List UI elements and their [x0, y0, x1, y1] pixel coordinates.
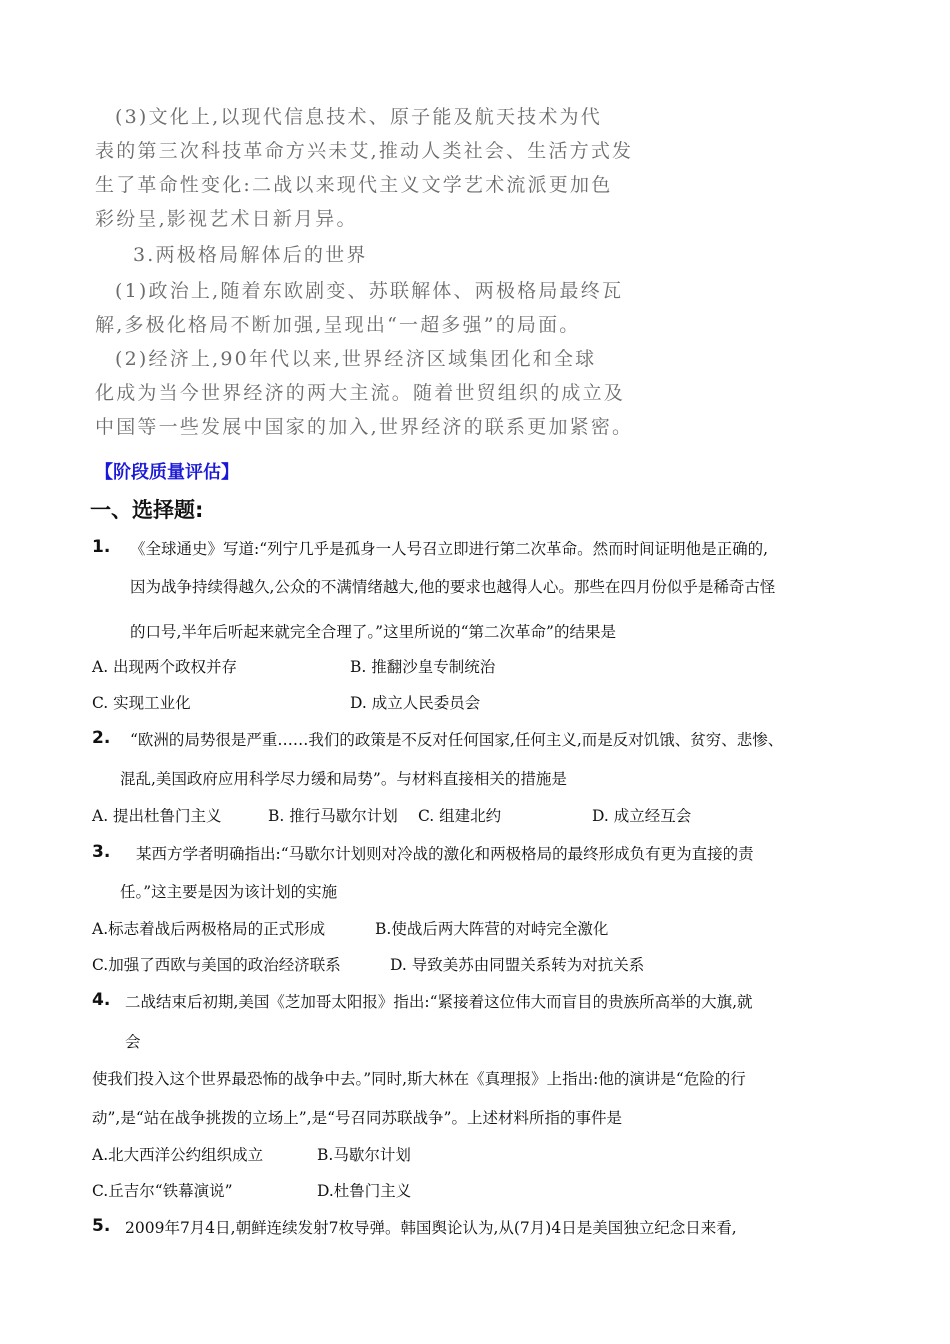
- option-c: C. 实现工业化: [92, 694, 191, 712]
- question-number: 3.: [92, 842, 111, 862]
- part-title: 一、选择题:: [90, 498, 204, 522]
- question-number: 5.: [92, 1216, 111, 1236]
- question-text: 会: [125, 1033, 141, 1051]
- question-text: 《全球通史》写道:“列宁几乎是孤身一人号召立即进行第二次革命。然而时间证明他是正确的,: [130, 540, 769, 558]
- option-a: A.北大西洋公约组织成立: [92, 1146, 264, 1164]
- scan-line: 彩纷呈,影视艺术日新月异。: [95, 208, 358, 230]
- option-a: A. 提出杜鲁门主义: [92, 807, 222, 825]
- scan-line: (2)经济上,90年代以来,世界经济区域集团化和全球: [115, 348, 597, 370]
- scan-line: 表的第三次科技革命方兴未艾,推动人类社会、生活方式发: [95, 140, 634, 162]
- section-title: 【阶段质量评估】: [95, 462, 239, 483]
- question-text: 的口号,半年后听起来就完全合理了。”这里所说的“第二次革命”的结果是: [130, 623, 616, 641]
- option-c: C.丘吉尔“铁幕演说”: [92, 1182, 233, 1200]
- question-text: “欧洲的局势很是严重……我们的政策是不反对任何国家,任何主义,而是反对饥饿、贫穷、悲惨、: [130, 731, 784, 749]
- option-c: C. 组建北约: [418, 807, 502, 825]
- question-text: 某西方学者明确指出:“马歇尔计划则对冷战的激化和两极格局的最终形成负有更为直接的责: [136, 845, 754, 863]
- question-number: 1.: [92, 537, 111, 557]
- question-text: 因为战争持续得越久,公众的不满情绪越大,他的要求也越得人心。那些在四月份似乎是稀奇古怪: [130, 578, 776, 596]
- question-text: 任。”这主要是因为该计划的实施: [120, 883, 338, 901]
- scan-line: 中国等一些发展中国家的加入,世界经济的联系更加紧密。: [95, 416, 634, 438]
- option-d: D.杜鲁门主义: [317, 1182, 412, 1200]
- option-d: D. 成立经互会: [592, 807, 692, 825]
- scan-line: 生了革命性变化:二战以来现代主义文学艺术流派更加色: [95, 174, 613, 196]
- question-text: 动”,是“站在战争挑拨的立场上”,是“号召同苏联战争”。上述材料所指的事件是: [92, 1109, 622, 1127]
- scan-line: 解,多极化格局不断加强,呈现出“一超多强”的局面。: [95, 314, 581, 336]
- scan-line: (1)政治上,随着东欧剧变、苏联解体、两极格局最终瓦: [115, 280, 624, 302]
- option-b: B. 推行马歇尔计划: [268, 807, 398, 825]
- option-a: A. 出现两个政权并存: [92, 658, 238, 676]
- scan-line: 3.两极格局解体后的世界: [133, 244, 368, 266]
- option-c: C.加强了西欧与美国的政治经济联系: [92, 956, 341, 974]
- option-b: B.使战后两大阵营的对峙完全激化: [375, 920, 609, 938]
- question-text: 混乱,美国政府应用科学尽力缓和局势”。与材料直接相关的措施是: [120, 770, 567, 788]
- option-d: D. 成立人民委员会: [350, 694, 481, 712]
- option-b: B. 推翻沙皇专制统治: [350, 658, 496, 676]
- scanned-text-excerpt: [95, 96, 634, 446]
- question-number: 2.: [92, 728, 111, 748]
- question-number: 4.: [92, 990, 111, 1010]
- option-b: B.马歇尔计划: [317, 1146, 411, 1164]
- question-text: 2009年7月4日,朝鲜连续发射7枚导弹。韩国舆论认为,从(7月)4日是美国独立纪念日来看,: [125, 1219, 737, 1237]
- option-a: A.标志着战后两极格局的正式形成: [92, 920, 326, 938]
- question-text: 使我们投入这个世界最恐怖的战争中去。”同时,斯大林在《真理报》上指出:他的演讲是“危险的行: [92, 1070, 746, 1088]
- option-d: D. 导致美苏由同盟关系转为对抗关系: [390, 956, 645, 974]
- scan-line: (3)文化上,以现代信息技术、原子能及航天技术为代: [115, 106, 602, 128]
- scan-line: 化成为当今世界经济的两大主流。随着世贸组织的成立及: [95, 382, 626, 404]
- question-text: 二战结束后初期,美国《芝加哥太阳报》指出:“紧接着这位伟大而盲目的贵族所高举的大旗,就: [125, 993, 753, 1011]
